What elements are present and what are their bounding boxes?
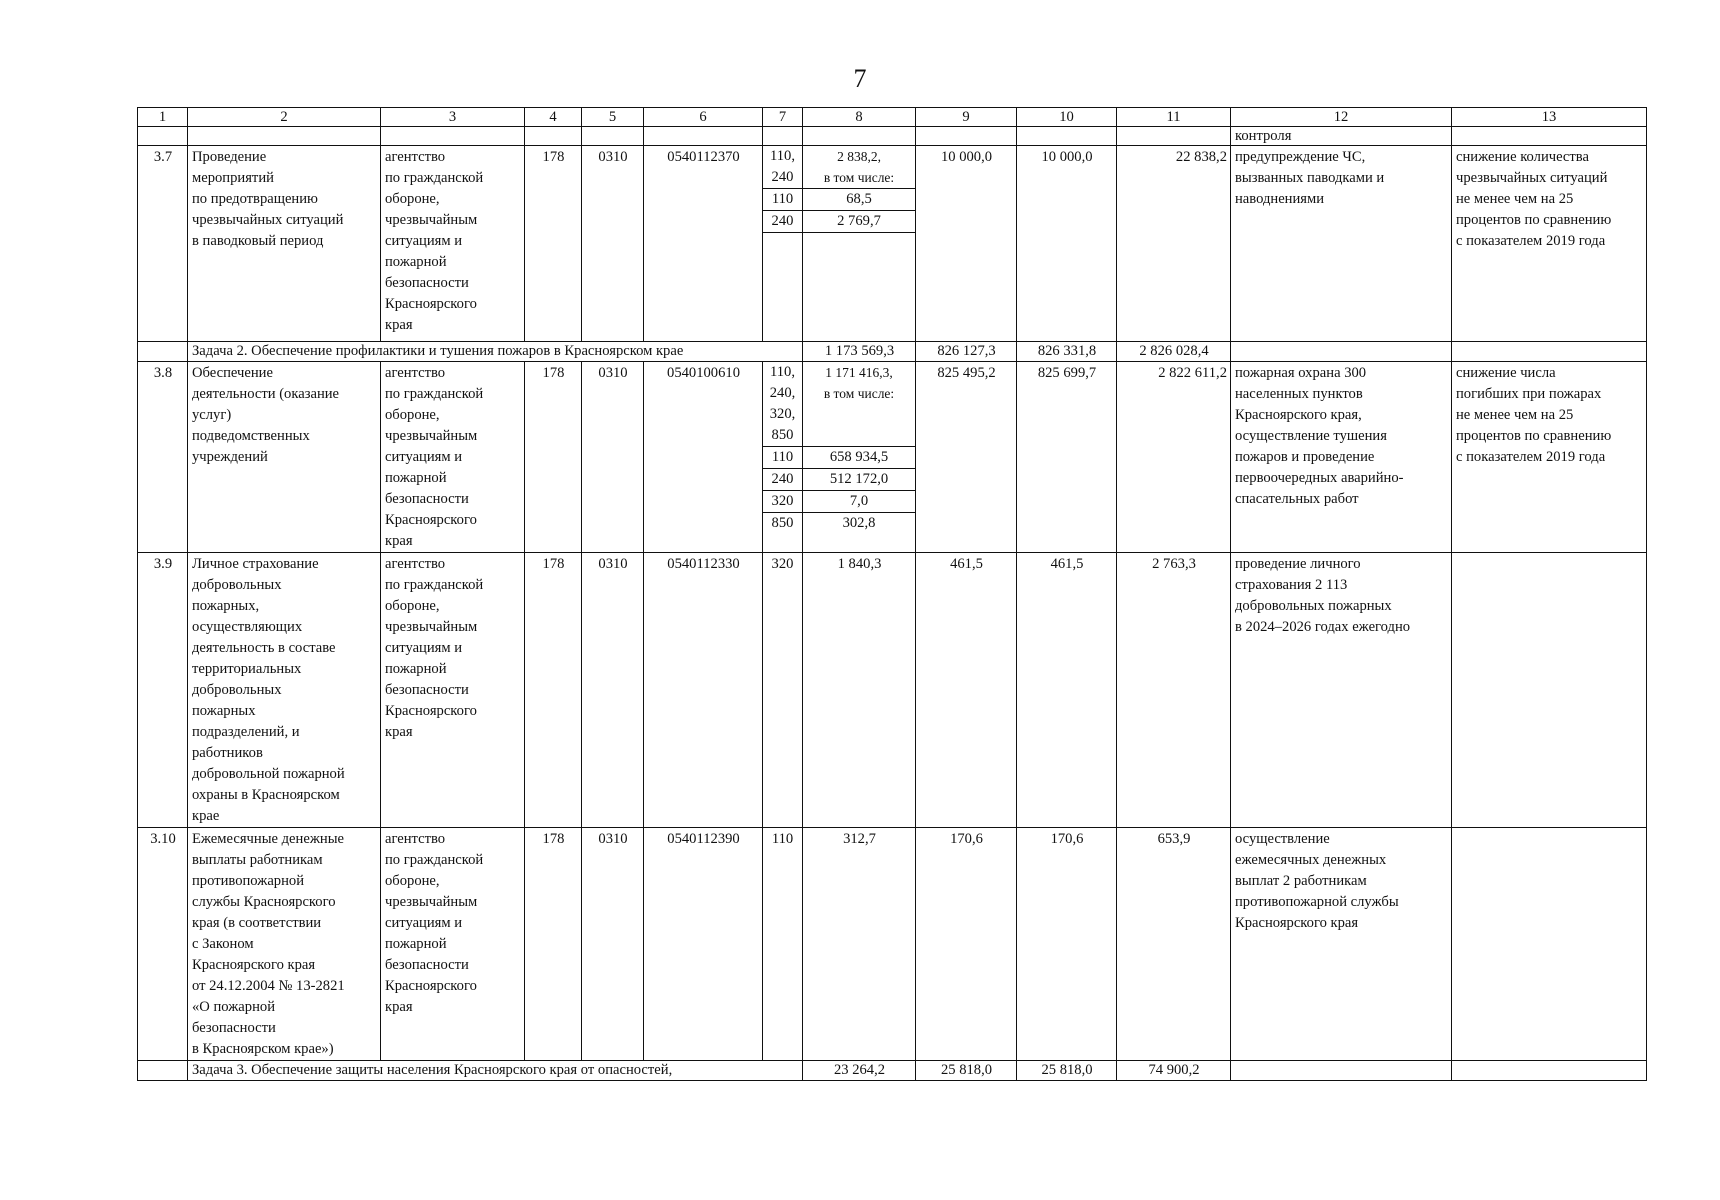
amount-sub: 658 934,5 <box>803 446 915 468</box>
row-number: 3.8 <box>138 362 188 553</box>
col-header: 11 <box>1117 108 1231 127</box>
activity-name: Личное страхование добровольных пожарных, осуществляющих деятельность в составе территориальных добровольных пожарных подразделений, и работников добровольной пожарной охраны в Красноярском крае <box>188 553 381 828</box>
code-vr: 110 <box>763 828 803 1061</box>
code-vr-cell <box>763 146 803 342</box>
col-header: 1 <box>138 108 188 127</box>
code-vr-cell <box>763 362 803 553</box>
target-indicator <box>1452 553 1647 828</box>
responsible-agency: агентство по гражданской обороне, чрезвычайным ситуациям и пожарной безопасности Красноярского края <box>381 553 525 828</box>
code-vr-sub: 240 <box>763 468 802 490</box>
col-header: 13 <box>1452 108 1647 127</box>
code-vr-list: 110, 240 <box>770 148 795 185</box>
code-csr: 0540112330 <box>644 553 763 828</box>
code-grbs: 178 <box>525 828 582 1061</box>
amount-2024-cell <box>803 146 916 342</box>
amount-sub: 302,8 <box>803 512 915 534</box>
code-rzpr: 0310 <box>582 146 644 342</box>
col-header: 10 <box>1017 108 1117 127</box>
amount-total: 22 838,2 <box>1117 146 1231 342</box>
amount-sub: 68,5 <box>803 188 915 210</box>
code-vr-sub: 110 <box>763 188 802 210</box>
program-activities-table <box>137 107 1647 1081</box>
code-rzpr: 0310 <box>582 553 644 828</box>
amount-total: 653,9 <box>1117 828 1231 1061</box>
amount-2026: 10 000,0 <box>1017 146 1117 342</box>
amount-sub: 2 769,7 <box>803 210 915 233</box>
col-header: 3 <box>381 108 525 127</box>
task-row <box>138 1061 1647 1081</box>
amount-sub: 512 172,0 <box>803 468 915 490</box>
task-amount-total: 74 900,2 <box>1117 1061 1231 1081</box>
task-label: Задача 2. Обеспечение профилактики и тушения пожаров в Красноярском крае <box>188 342 803 362</box>
task-label: Задача 3. Обеспечение защиты населения Красноярского края от опасностей, <box>188 1061 803 1081</box>
amount-2025: 10 000,0 <box>916 146 1017 342</box>
row-number: 3.9 <box>138 553 188 828</box>
code-grbs: 178 <box>525 146 582 342</box>
col-header: 9 <box>916 108 1017 127</box>
task-amount-2025: 826 127,3 <box>916 342 1017 362</box>
code-vr: 320 <box>763 553 803 828</box>
carry-over-text: контроля <box>1231 127 1452 146</box>
task-amount-total: 2 826 028,4 <box>1117 342 1231 362</box>
col-header: 7 <box>763 108 803 127</box>
code-vr-list: 110, 240, 320, 850 <box>769 364 796 443</box>
code-csr: 0540112390 <box>644 828 763 1061</box>
code-grbs: 178 <box>525 362 582 553</box>
amount-2024-cell <box>803 362 916 553</box>
code-grbs: 178 <box>525 553 582 828</box>
task-amount-2026: 25 818,0 <box>1017 1061 1117 1081</box>
col-header: 8 <box>803 108 916 127</box>
amount-total: 2 822 611,2 <box>1117 362 1231 553</box>
col-header: 5 <box>582 108 644 127</box>
activity-name: Обеспечение деятельности (оказание услуг) подведомственных учреждений <box>188 362 381 553</box>
table-row <box>138 146 1647 342</box>
code-rzpr: 0310 <box>582 828 644 1061</box>
amount-2025: 170,6 <box>916 828 1017 1061</box>
code-csr: 0540100610 <box>644 362 763 553</box>
expected-result: пожарная охрана 300 населенных пунктов Красноярского края, осуществление тушения пожаров и проведение первоочередных аварийно- спасательных работ <box>1231 362 1452 553</box>
amount-2025: 825 495,2 <box>916 362 1017 553</box>
activity-name: Ежемесячные денежные выплаты работникам противопожарной службы Красноярского края (в соответствии с Законом Красноярского края от 24.12.2004 № 13-2821 «О пожарной безопасности в Красноярском крае») <box>188 828 381 1061</box>
amount-2025: 461,5 <box>916 553 1017 828</box>
page-number: 7 <box>853 64 867 93</box>
task-amount-2026: 826 331,8 <box>1017 342 1117 362</box>
responsible-agency: агентство по гражданской обороне, чрезвычайным ситуациям и пожарной безопасности Красноярского края <box>381 146 525 342</box>
target-indicator <box>1452 828 1647 1061</box>
expected-result: осуществление ежемесячных денежных выплат 2 работникам противопожарной службы Красноярского края <box>1231 828 1452 1061</box>
responsible-agency: агентство по гражданской обороне, чрезвычайным ситуациям и пожарной безопасности Красноярского края <box>381 828 525 1061</box>
task-amount-2025: 25 818,0 <box>916 1061 1017 1081</box>
target-indicator: снижение числа погибших при пожарах не менее чем на 25 процентов по сравнению с показателем 2019 года <box>1452 362 1647 553</box>
amount-2026: 170,6 <box>1017 828 1117 1061</box>
table-row <box>138 362 1647 553</box>
col-header: 2 <box>188 108 381 127</box>
code-vr-sub: 110 <box>763 446 802 468</box>
target-indicator: снижение количества чрезвычайных ситуаций не менее чем на 25 процентов по сравнению с показателем 2019 года <box>1452 146 1647 342</box>
amount-2024-total: 2 838,2, в том числе: <box>823 149 895 185</box>
carry-over-row <box>138 127 1647 146</box>
table-row <box>138 553 1647 828</box>
amount-2024: 312,7 <box>803 828 916 1061</box>
amount-total: 2 763,3 <box>1117 553 1231 828</box>
code-csr: 0540112370 <box>644 146 763 342</box>
amount-2026: 825 699,7 <box>1017 362 1117 553</box>
col-header: 4 <box>525 108 582 127</box>
expected-result: предупреждение ЧС, вызванных паводками и наводнениями <box>1231 146 1452 342</box>
amount-2024: 1 840,3 <box>803 553 916 828</box>
amount-2024-total: 1 171 416,3, в том числе: <box>823 365 895 401</box>
amount-sub: 7,0 <box>803 490 915 512</box>
col-header: 6 <box>644 108 763 127</box>
activity-name: Проведение мероприятий по предотвращению чрезвычайных ситуаций в паводковый период <box>188 146 381 342</box>
task-amount-2024: 23 264,2 <box>803 1061 916 1081</box>
task-amount-2024: 1 173 569,3 <box>803 342 916 362</box>
code-vr-sub: 320 <box>763 490 802 512</box>
expected-result: проведение личного страхования 2 113 добровольных пожарных в 2024–2026 годах ежегодно <box>1231 553 1452 828</box>
code-vr-sub: 850 <box>763 512 802 534</box>
table-row <box>138 828 1647 1061</box>
responsible-agency: агентство по гражданской обороне, чрезвычайным ситуациям и пожарной безопасности Красноярского края <box>381 362 525 553</box>
column-number-row <box>138 108 1647 127</box>
row-number: 3.7 <box>138 146 188 342</box>
amount-2026: 461,5 <box>1017 553 1117 828</box>
code-vr-sub: 240 <box>763 210 802 233</box>
row-number: 3.10 <box>138 828 188 1061</box>
col-header: 12 <box>1231 108 1452 127</box>
code-rzpr: 0310 <box>582 362 644 553</box>
task-row <box>138 342 1647 362</box>
